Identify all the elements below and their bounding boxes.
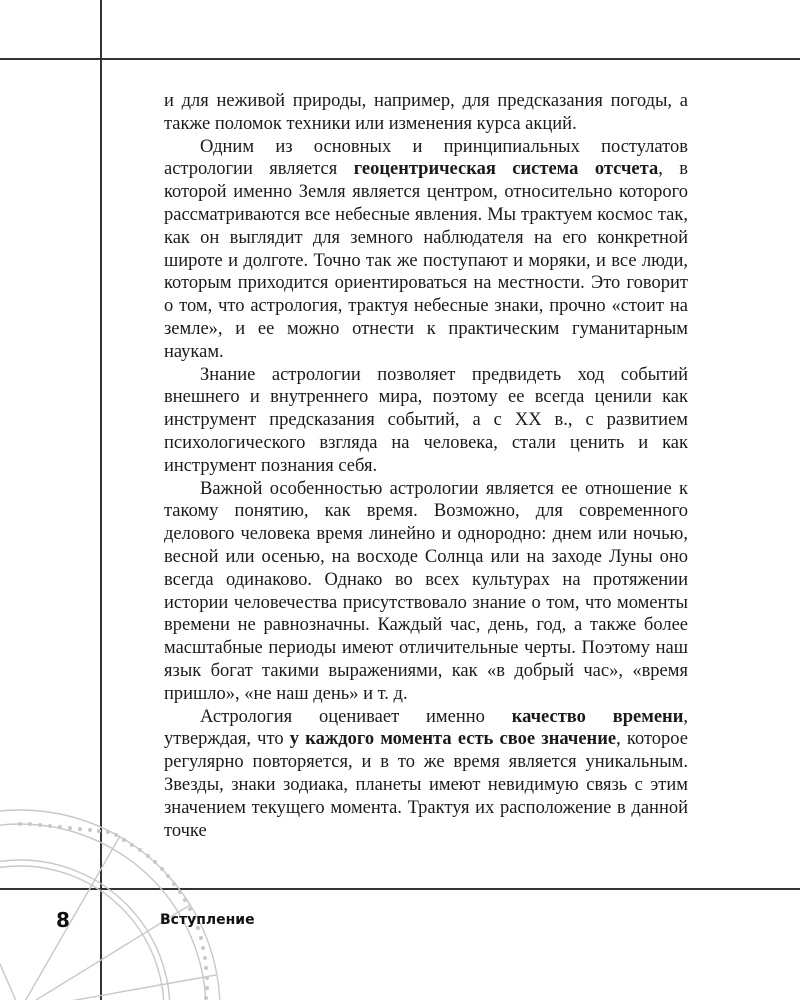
running-head: Вступление — [160, 912, 255, 928]
paragraph — [164, 364, 688, 478]
text-run: , утверждая, что — [164, 706, 689, 750]
text-run: , которое регулярно повторяется, и в то же время является уникальным. Звезды, знаки зодиака, планеты имеют невидимую связь с этим значением текущего момента. Трактуя их расположение в данной точке — [164, 729, 688, 841]
text-run: , в которой именно Земля является центром, относительно которого рассматриваются все небесные явления. Мы трактуем космос так, как он выглядит для земного наблюдателя на его конкретной широте и долготе. Точно так же поступают и моряки, и все люди, которым приходится ориентироваться на местности. Это говорит о том, что астрология, трактуя небесные знаки, прочно «стоит на земле», и ее можно отнести к практическим гуманитарным наукам. — [164, 159, 688, 362]
text-run: Важной особенностью астрологии является ее отношение к такому понятию, как время. Возможно, для современного делового человека время линейно и однородно: днем или ночью, весной или осенью, на восходе Солнца или на заходе Луны оно всегда одинаково. Однако во всех культурах на протяжении истории человечества присутствовало знание о том, что моменты времени не равнозначны. Каждый час, день, год, а также более масштабные периоды имеют отличительные черты. Поэтому наш язык богат такими выражениями, как «в добрый час», «время пришло», «не наш день» и т. д. — [164, 478, 688, 704]
paragraph — [164, 478, 688, 706]
text-run: Знание астрологии позволяет предвидеть ход событий внешнего и внутреннего мира, поэтому ее всегда ценили как инструмент предсказания событий, а с XX в., с развитием психологического взгляда на человека, стали ценить и как инструмент познания себя. — [164, 364, 688, 476]
paragraph — [164, 90, 688, 136]
paragraph — [164, 136, 688, 364]
paragraph — [164, 706, 688, 843]
page-number: 8 — [56, 908, 70, 932]
main-body-text — [164, 90, 688, 842]
bold-term: у каждого момента есть свое значение — [289, 729, 617, 750]
text-run: и для неживой природы, например, для предсказания погоды, а также поломок техники или изменения курса акций. — [164, 91, 688, 134]
text-run: Одним из основных и принципиальных постулатов астрологии является — [164, 136, 688, 180]
bold-term: качество времени — [511, 706, 684, 727]
bold-term: геоцентрическая система отсчета — [353, 159, 659, 180]
text-run: Астрология оценивает именно — [200, 706, 512, 727]
